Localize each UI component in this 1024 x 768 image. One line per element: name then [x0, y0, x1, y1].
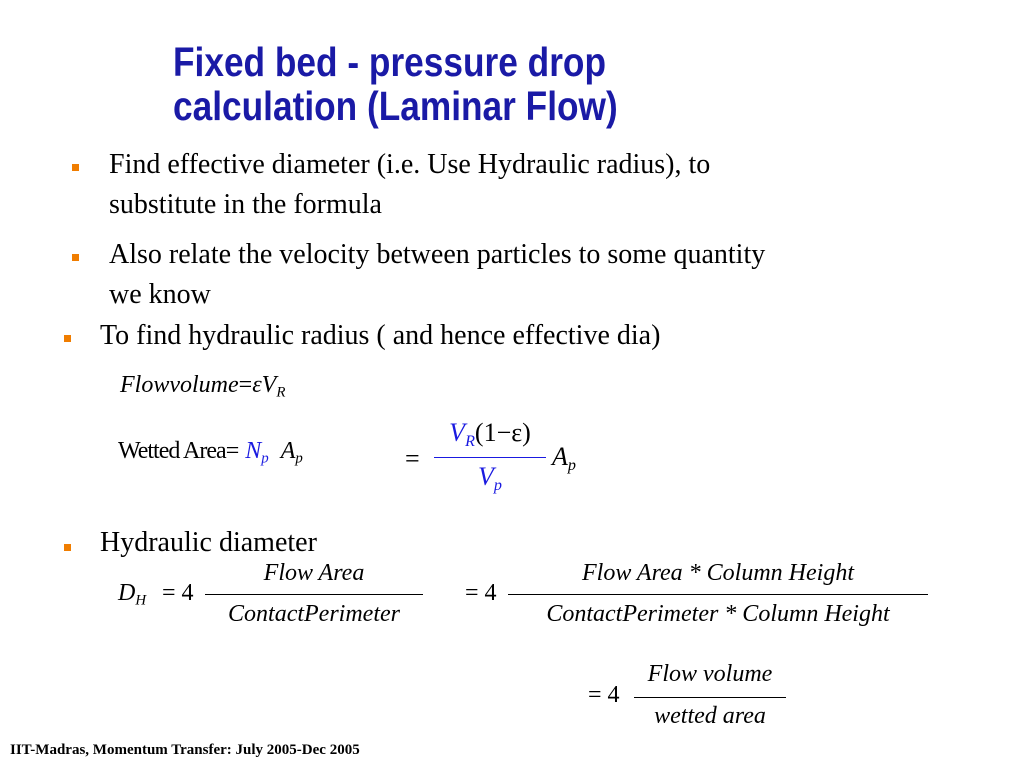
equals-four-3: = 4 — [588, 682, 620, 708]
flow-volume-equation — [120, 372, 285, 401]
fraction-2-denominator: ContactPerimeter * Column Height — [546, 601, 890, 627]
equals-four-2: = 4 — [465, 580, 497, 606]
bullet-square-icon — [72, 164, 79, 171]
equals-four-1: = 4 — [162, 580, 194, 606]
slide-footer: IIT-Madras, Momentum Transfer: July 2005-Dec 2005 — [10, 742, 360, 758]
bullet-1-line-1: Find effective diameter (i.e. Use Hydraulic radius), to — [109, 149, 711, 180]
flow-volume-lhs: Flowvolume — [120, 372, 239, 398]
title-line-1: Fixed bed - pressure drop — [173, 39, 607, 85]
fraction-3-denominator: wetted area — [654, 703, 766, 729]
slide-title — [173, 40, 758, 128]
epsilon-symbol: ε — [252, 372, 262, 398]
bullet-1-line-2: substitute in the formula — [109, 189, 382, 220]
wetted-fraction-numerator: $V_R(1-\varepsilon)$ — [449, 418, 531, 450]
bullet-square-icon — [64, 544, 71, 551]
wetted-fraction-denominator: $V_p$ — [478, 462, 502, 494]
fraction-3-bar — [634, 697, 786, 698]
bullet-square-icon — [72, 254, 79, 261]
ap-symbol: $A_p$ — [280, 438, 303, 467]
fraction-1-bar — [205, 594, 423, 595]
bullet-4-line-1: Hydraulic diameter — [100, 527, 317, 558]
dh-symbol: $D_H$ — [118, 580, 147, 609]
bullet-3-line-1: To find hydraulic radius ( and hence effective dia) — [100, 320, 661, 351]
bullet-square-icon — [64, 335, 71, 342]
fraction-1-denominator: ContactPerimeter — [228, 601, 400, 627]
wetted-area-equation — [118, 438, 303, 467]
np-symbol: $N_p$ — [245, 438, 269, 467]
equals-sign: = — [238, 372, 253, 398]
equals-sign: = — [225, 438, 240, 464]
equals-sign-2: = — [405, 444, 420, 473]
wetted-fraction-bar — [434, 457, 546, 458]
volume-symbol: V — [261, 372, 277, 398]
bullet-2-line-1: Also relate the velocity between particles to some quantity — [109, 239, 766, 270]
title-line-2: calculation (Laminar Flow) — [173, 83, 618, 129]
wetted-area-label: Wetted Area — [118, 438, 226, 464]
bullet-2-line-2: we know — [109, 279, 211, 310]
fraction-1-numerator: Flow Area — [263, 560, 365, 586]
fraction-3-numerator: Flow volume — [647, 661, 773, 687]
volume-subscript: R — [276, 384, 286, 401]
ap-symbol-2: $A_p$ — [552, 442, 576, 474]
fraction-2-bar — [508, 594, 928, 595]
fraction-2-numerator: Flow Area * Column Height — [582, 560, 854, 586]
